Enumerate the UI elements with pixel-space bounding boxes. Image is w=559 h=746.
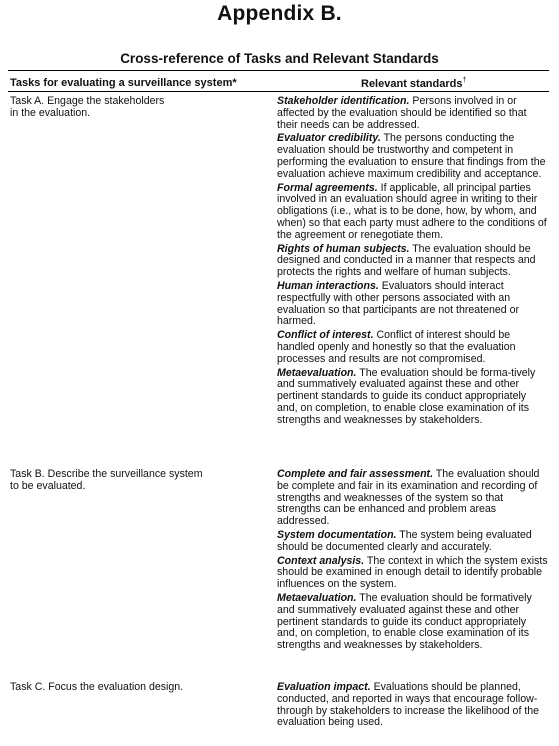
standard-text: The evaluation should be formatively and summatively evaluated against these and other pertinent standards to guide its conduct appropriately and, on completion, to enable close examination of its strengths and weaknesses by stakeholders.	[277, 591, 532, 652]
standard-name: Human interactions.	[277, 279, 379, 292]
dagger-footnote-mark: †	[462, 77, 467, 84]
standard-name: Rights of human subjects.	[277, 242, 410, 255]
table-top-rule	[8, 70, 549, 71]
column-header-standards	[361, 77, 466, 90]
standard-name: System documentation.	[277, 528, 397, 541]
standard-text: Conflict of interest should be handled openly and honestly so that the evaluation processes and results are not compromised.	[277, 329, 516, 365]
standard-item	[277, 682, 549, 729]
standard-item	[277, 330, 549, 365]
task-b-standards	[277, 469, 549, 654]
standard-text: The context in which the system exists should be examined in enough detail to identify probable influences on the system.	[277, 554, 548, 591]
standard-item	[277, 281, 549, 328]
standard-item	[277, 556, 549, 591]
standard-text: Evaluators should interact respectfully with other persons associated with an evaluation so that participants are not threatened or harmed.	[277, 279, 520, 328]
standard-name: Evaluator credibility.	[277, 132, 381, 145]
header-rule	[8, 91, 549, 92]
standard-item	[277, 593, 549, 652]
task-a-standards	[277, 96, 549, 429]
table-caption: Cross-reference of Tasks and Relevant Standards	[120, 51, 439, 66]
standard-item	[277, 530, 549, 554]
standard-text: The evaluation should be designed and conducted in a manner that respects and protects the rights and welfare of human subjects.	[277, 242, 536, 279]
column-header-tasks: Tasks for evaluating a surveillance system*	[10, 77, 237, 89]
task-c-standards	[277, 682, 549, 731]
standard-name: Evaluation impact.	[277, 681, 371, 693]
standard-name: Metaevaluation.	[277, 591, 357, 604]
standard-name: Formal agreements.	[277, 181, 378, 194]
standard-text: The system being evaluated should be documented clearly and accurately.	[277, 528, 532, 553]
task-b-label: Task B. Describe the surveillance system to be evaluated.	[10, 468, 203, 492]
column-header-standards-label: Relevant standards	[361, 78, 463, 90]
standard-item	[277, 183, 549, 242]
page-title: Appendix B.	[217, 2, 342, 25]
standard-name: Conflict of interest.	[277, 329, 374, 342]
standard-item	[277, 244, 549, 279]
standard-name: Metaevaluation.	[277, 366, 357, 379]
standard-item	[277, 96, 549, 131]
standard-item	[277, 133, 549, 180]
standard-text: Evaluations should be planned, conducted, and reported in ways that encourage follow-through by stakeholders to increase the likelihood of the evaluation being used.	[277, 681, 540, 729]
standard-item	[277, 368, 549, 427]
standard-name: Stakeholder identification.	[277, 95, 410, 107]
standard-text: The persons conducting the evaluation should be trustworthy and competent in performing the evaluation to ensure that findings from the evaluation achieve maximum credibility and acceptance.	[277, 132, 546, 180]
standard-name: Context analysis.	[277, 554, 365, 567]
standard-text: The evaluation should be complete and fair in its examination and recording of strengths and weaknesses of the system so that strengths can be enhanced and problem areas addressed.	[277, 468, 540, 528]
standard-text: If applicable, all principal parties involved in an evaluation should agree in writing to their obligations (i.e., what is to be done, how, by whom, and when) so that each party must adhere to the conditions of the agreement or renegotiate them.	[277, 181, 547, 241]
task-c-label: Task C. Focus the evaluation design.	[10, 681, 184, 693]
task-a-label: Task A. Engage the stakeholders in the evaluation.	[10, 95, 165, 119]
standard-text: Persons involved in or affected by the evaluation should be identified so that their needs can be addressed.	[277, 95, 527, 131]
standard-name: Complete and fair assessment.	[277, 468, 434, 480]
standard-text: The evaluation should be forma-tively and summatively evaluated against these and other pertinent standards to guide its conduct appropriately and, on completion, to enable close examination of its strengths and weaknesses by stakeholders.	[277, 366, 536, 426]
standard-item	[277, 469, 549, 528]
